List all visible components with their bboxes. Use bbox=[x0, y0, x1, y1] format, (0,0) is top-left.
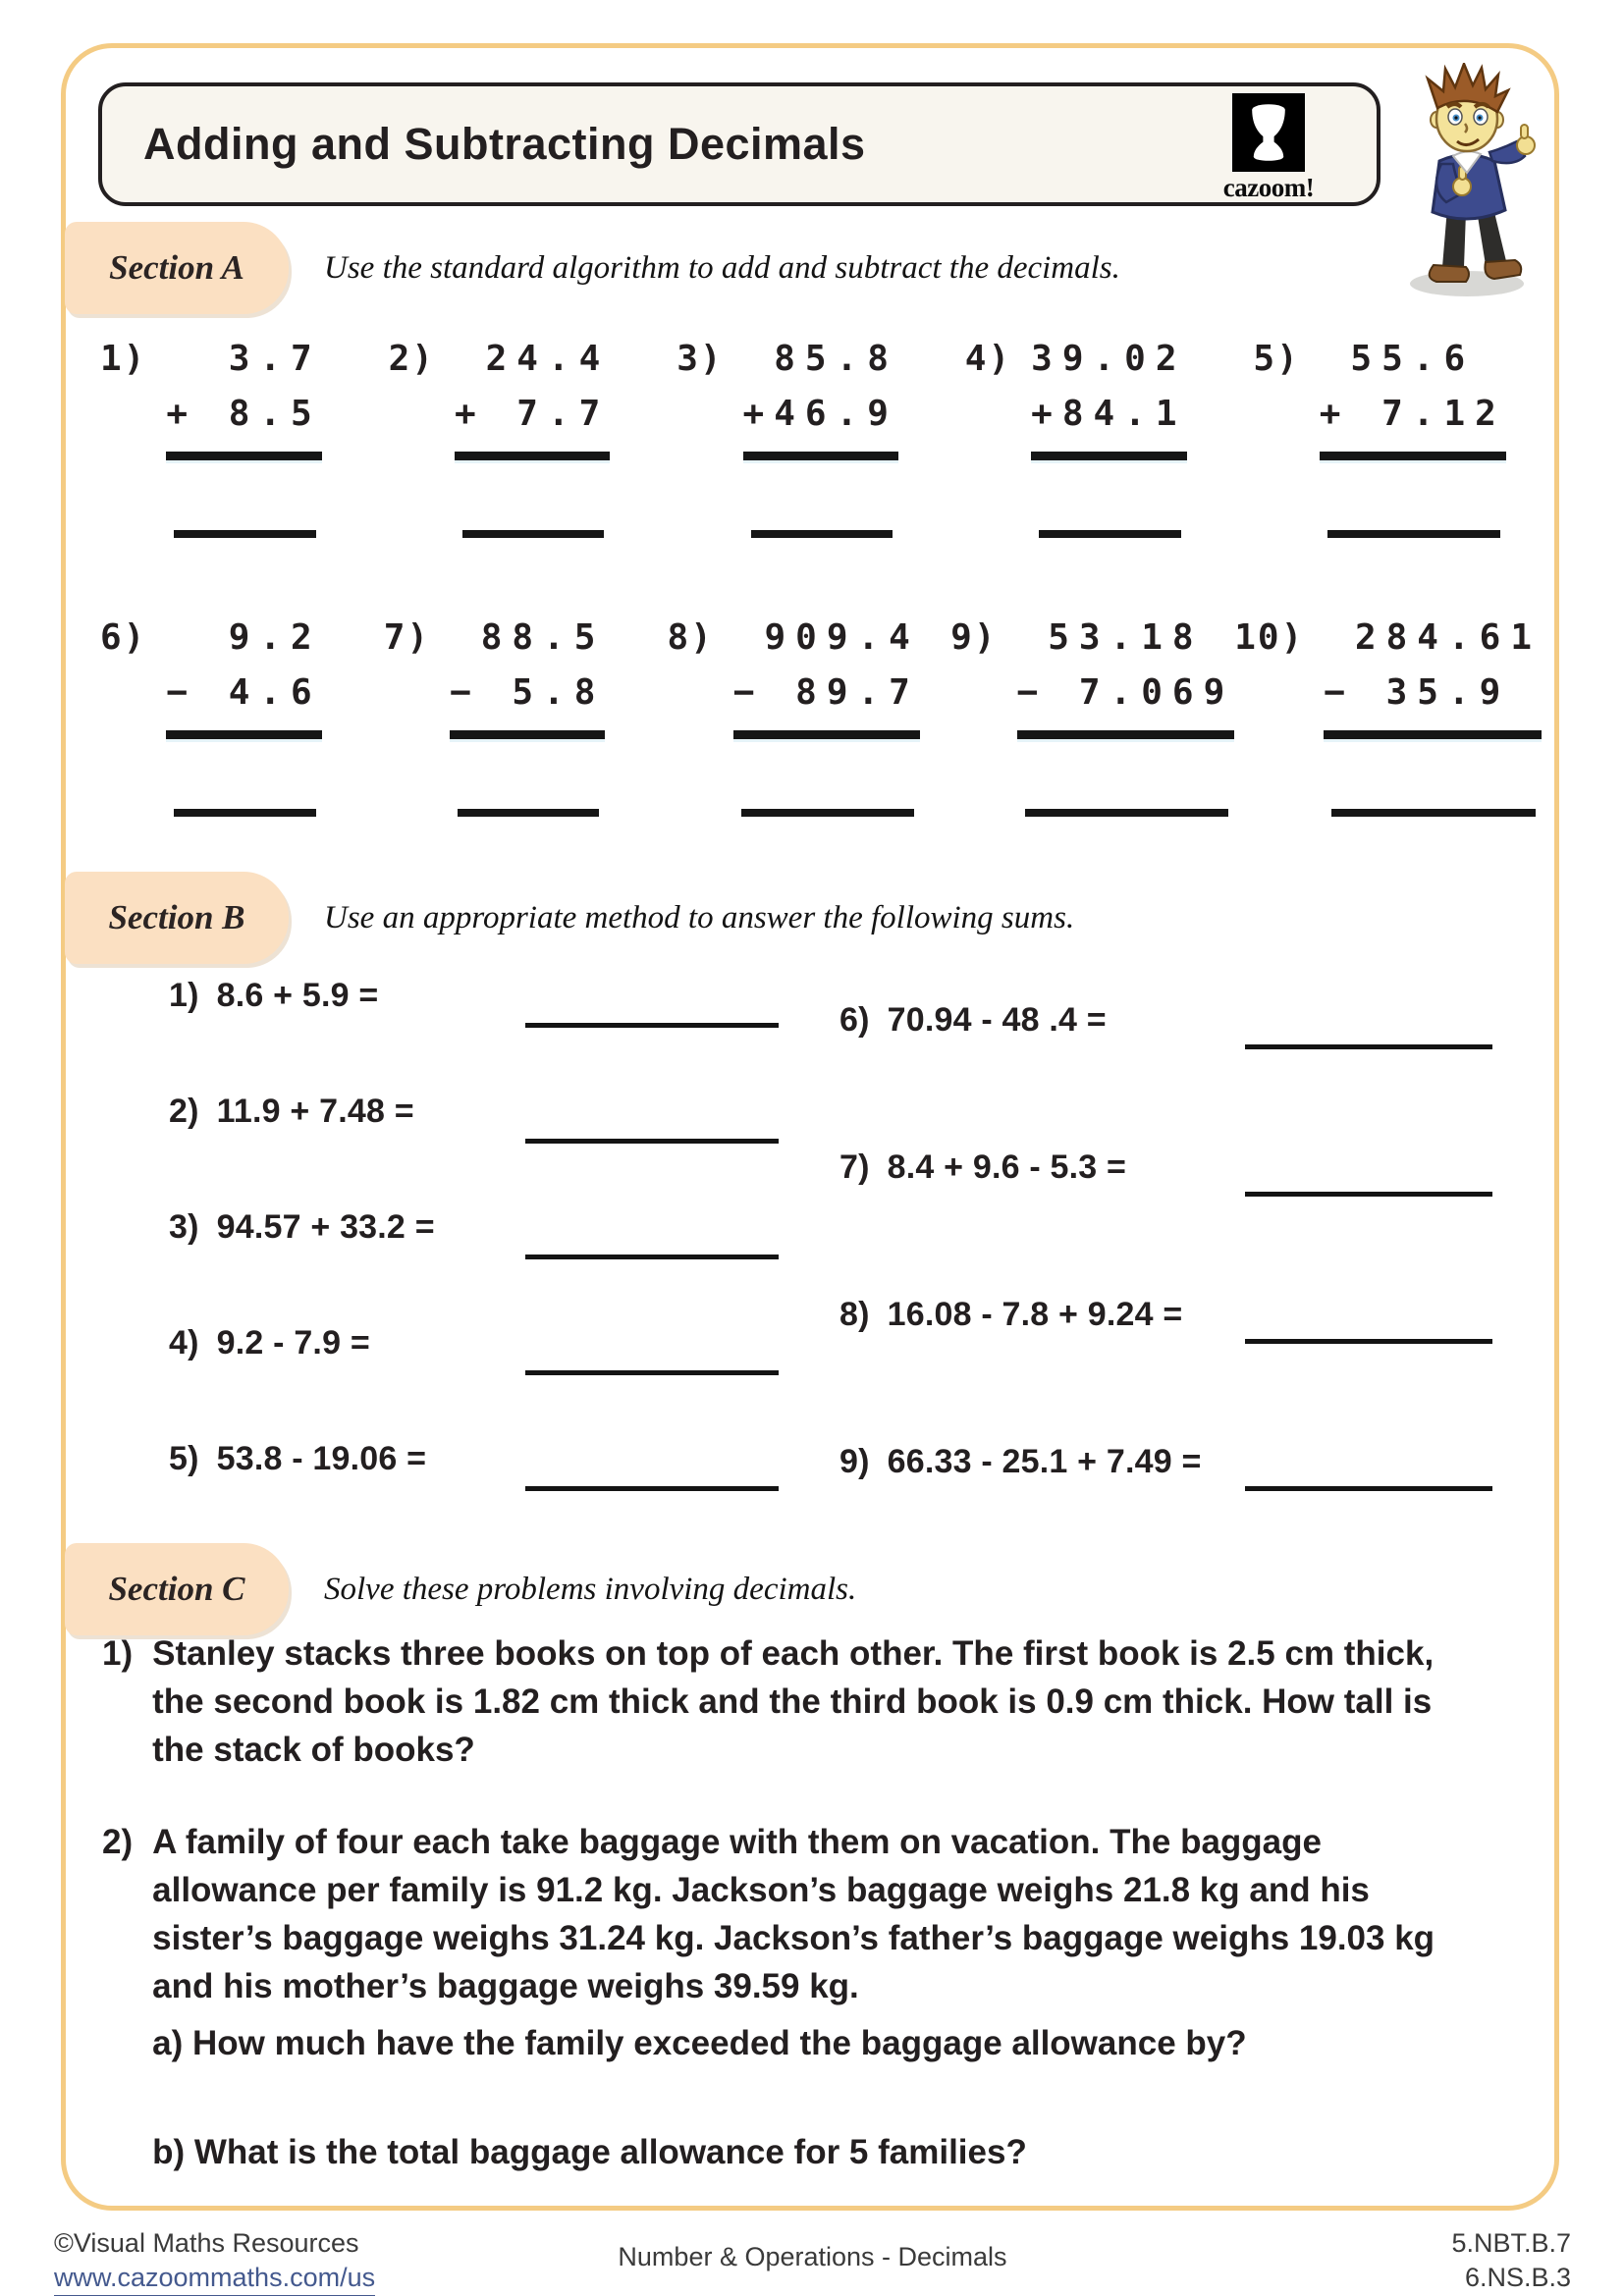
sum-rule bbox=[743, 452, 898, 463]
expression: 94.57 + 33.2 = bbox=[216, 1208, 435, 1246]
vertical-problem-1 bbox=[100, 332, 389, 538]
top-operand: 39.02 bbox=[1031, 339, 1187, 379]
bottom-operand: − 35.9 bbox=[1324, 672, 1542, 713]
top-operand: 53.18 bbox=[1048, 617, 1235, 658]
thumb-up-right-hand bbox=[1517, 125, 1535, 154]
sum-item-3 bbox=[169, 1208, 817, 1324]
sum-item-4 bbox=[169, 1324, 817, 1440]
answer-rule bbox=[741, 809, 914, 817]
word-problem-2 bbox=[102, 1818, 1538, 2176]
vertical-problem-9 bbox=[950, 611, 1234, 817]
top-operand: 9.2 bbox=[228, 617, 322, 658]
bottom-operand: − 5.8 bbox=[450, 672, 606, 713]
answer-line bbox=[1245, 1486, 1492, 1491]
problem-number: 3) bbox=[169, 1208, 199, 1246]
answer-rule bbox=[1331, 809, 1536, 817]
top-operand: 284.61 bbox=[1354, 617, 1542, 658]
section-a-label: Section A bbox=[109, 248, 244, 287]
vertical-problem-5 bbox=[1253, 332, 1542, 538]
problem-number: 7) bbox=[839, 1148, 870, 1186]
sum-item-1 bbox=[169, 977, 817, 1093]
sum-rule bbox=[455, 452, 610, 463]
word-problem-1 bbox=[102, 1629, 1526, 1774]
top-operand: 88.5 bbox=[480, 617, 606, 658]
bottom-operand: − 89.7 bbox=[732, 672, 920, 713]
answer-rule bbox=[174, 809, 315, 817]
problem-number: 10) bbox=[1234, 617, 1305, 658]
top-operand: 24.4 bbox=[485, 339, 611, 379]
section-c-header bbox=[65, 1543, 856, 1635]
sum-rule bbox=[450, 730, 605, 742]
expression: 8.6 + 5.9 = bbox=[216, 977, 379, 1014]
bottom-operand: + 7.12 bbox=[1319, 394, 1506, 434]
bottom-operand: − 7.069 bbox=[1016, 672, 1235, 713]
problem-number: 5) bbox=[1253, 339, 1300, 379]
sub-question-a: a) How much have the family exceeded the baggage allowance by? bbox=[152, 2024, 1247, 2062]
sum-item-2 bbox=[169, 1093, 817, 1208]
problem-number: 4) bbox=[169, 1324, 199, 1362]
section-a-tab bbox=[65, 222, 289, 314]
footer-topic: Number & Operations - Decimals bbox=[618, 2242, 1007, 2271]
bottom-operand: + 8.5 bbox=[166, 394, 322, 434]
vertical-problem-3 bbox=[677, 332, 965, 538]
section-c-tab bbox=[65, 1543, 289, 1635]
sub-question-b: b) What is the total baggage allowance for 5 families? bbox=[152, 2133, 1027, 2171]
section-b-instruction: Use an appropriate method to answer the following sums. bbox=[324, 899, 1075, 935]
problem-number: 1) bbox=[169, 977, 199, 1014]
bottom-operand: +84.1 bbox=[1031, 394, 1187, 434]
logo-wordmark: cazoom! bbox=[1222, 173, 1315, 202]
expression: 70.94 - 48 .4 = bbox=[887, 1001, 1107, 1039]
footer-standard-2: 6.NS.B.3 bbox=[1464, 2263, 1571, 2292]
sum-item-7 bbox=[839, 1148, 1517, 1296]
footer-website-link[interactable]: www.cazoommaths.com/us bbox=[54, 2261, 375, 2296]
vertical-problem-4 bbox=[965, 332, 1254, 538]
sum-item-5 bbox=[169, 1440, 817, 1556]
problem-number: 2) bbox=[388, 339, 435, 379]
sum-item-9 bbox=[839, 1443, 1517, 1590]
vertical-problem-2 bbox=[389, 332, 677, 538]
answer-line bbox=[1245, 1192, 1492, 1197]
answer-line bbox=[1245, 1044, 1492, 1049]
answer-line bbox=[525, 1486, 779, 1491]
answer-rule bbox=[174, 530, 315, 538]
page-footer bbox=[54, 2226, 1571, 2296]
sum-item-8 bbox=[839, 1296, 1517, 1443]
bottom-operand: − 4.6 bbox=[166, 672, 322, 713]
bottom-operand: +46.9 bbox=[742, 394, 898, 434]
problem-number: 8) bbox=[667, 617, 714, 658]
problem-number: 8) bbox=[839, 1296, 870, 1333]
expression: 16.08 - 7.8 + 9.24 = bbox=[887, 1296, 1183, 1333]
section-b-header bbox=[65, 872, 1074, 964]
sum-rule bbox=[166, 452, 321, 463]
expression: 11.9 + 7.48 = bbox=[216, 1093, 414, 1130]
problem-text: Stanley stacks three books on top of each other. The first book is 2.5 cm thick, the second book is 1.82 cm thick and the third book is 0.9 cm thick. How tall is the stack of books? bbox=[152, 1634, 1435, 1769]
top-operand: 55.6 bbox=[1350, 339, 1506, 379]
djembe-drum-icon bbox=[1232, 93, 1305, 172]
answer-line bbox=[1245, 1339, 1492, 1344]
problem-number: 9) bbox=[839, 1443, 870, 1480]
answer-line bbox=[525, 1023, 779, 1028]
mascot-boy-thumbs-up bbox=[1390, 63, 1547, 298]
answer-line bbox=[525, 1370, 779, 1375]
problem-number: 2) bbox=[102, 1823, 134, 1861]
problem-number: 5) bbox=[169, 1440, 199, 1477]
page-title: Adding and Subtracting Decimals bbox=[143, 119, 866, 169]
sum-rule bbox=[1324, 730, 1542, 742]
sum-item-6 bbox=[839, 1001, 1517, 1148]
answer-line bbox=[525, 1255, 779, 1259]
answer-rule bbox=[751, 530, 893, 538]
top-operand: 909.4 bbox=[764, 617, 920, 658]
section-a-row-2 bbox=[100, 611, 1542, 817]
section-a-row-1 bbox=[100, 332, 1542, 538]
section-b-left-column bbox=[169, 977, 817, 1556]
problem-number: 1) bbox=[102, 1634, 134, 1673]
problem-number: 7) bbox=[383, 617, 431, 658]
problem-number: 3) bbox=[677, 339, 724, 379]
vertical-problem-10 bbox=[1234, 611, 1542, 817]
section-b-tab bbox=[65, 872, 289, 964]
cazoom-logo bbox=[1208, 93, 1329, 203]
answer-rule bbox=[1039, 530, 1180, 538]
sum-rule bbox=[1017, 730, 1235, 742]
top-operand: 3.7 bbox=[228, 339, 322, 379]
problem-text: A family of four each take baggage with them on vacation. The baggage allowance per family is 91.2 kg. Jackson’s baggage weighs 21.8 kg and his sister’s baggage weighs 31.24 kg. Jackson’s father’s baggage weighs 19.03 kg and his mother’s baggage weighs 39.59 kg. bbox=[152, 1823, 1435, 2005]
expression: 66.33 - 25.1 + 7.49 = bbox=[887, 1443, 1202, 1480]
sum-rule bbox=[1031, 452, 1186, 463]
problem-number: 1) bbox=[100, 339, 147, 379]
vertical-problem-8 bbox=[667, 611, 950, 817]
answer-rule bbox=[1327, 530, 1500, 538]
problem-number: 6) bbox=[839, 1001, 870, 1039]
answer-line bbox=[525, 1139, 779, 1144]
expression: 8.4 + 9.6 - 5.3 = bbox=[887, 1148, 1127, 1186]
footer-copyright: ©Visual Maths Resources bbox=[54, 2228, 359, 2258]
expression: 9.2 - 7.9 = bbox=[216, 1324, 370, 1362]
vertical-problem-6 bbox=[100, 611, 384, 817]
answer-rule bbox=[1025, 809, 1229, 817]
section-a-header bbox=[65, 222, 1120, 314]
answer-rule bbox=[458, 809, 599, 817]
expression: 53.8 - 19.06 = bbox=[216, 1440, 427, 1477]
top-operand: 85.8 bbox=[774, 339, 898, 379]
sum-rule bbox=[1320, 452, 1506, 463]
problem-number: 2) bbox=[169, 1093, 199, 1130]
title-box bbox=[98, 82, 1380, 206]
section-b-label: Section B bbox=[108, 898, 245, 936]
footer-standard-1: 5.NBT.B.7 bbox=[1451, 2228, 1571, 2258]
section-c-label: Section C bbox=[108, 1570, 245, 1608]
section-b-right-column bbox=[839, 1001, 1517, 1590]
problem-number: 4) bbox=[964, 339, 1012, 379]
sum-rule bbox=[733, 730, 920, 742]
section-c-instruction: Solve these problems involving decimals. bbox=[324, 1571, 857, 1607]
section-a-instruction: Use the standard algorithm to add and subtract the decimals. bbox=[324, 249, 1120, 286]
answer-rule bbox=[462, 530, 604, 538]
bottom-operand: + 7.7 bbox=[454, 394, 611, 434]
problem-number: 9) bbox=[950, 617, 998, 658]
sum-rule bbox=[166, 730, 321, 742]
problem-number: 6) bbox=[100, 617, 147, 658]
vertical-problem-7 bbox=[384, 611, 668, 817]
